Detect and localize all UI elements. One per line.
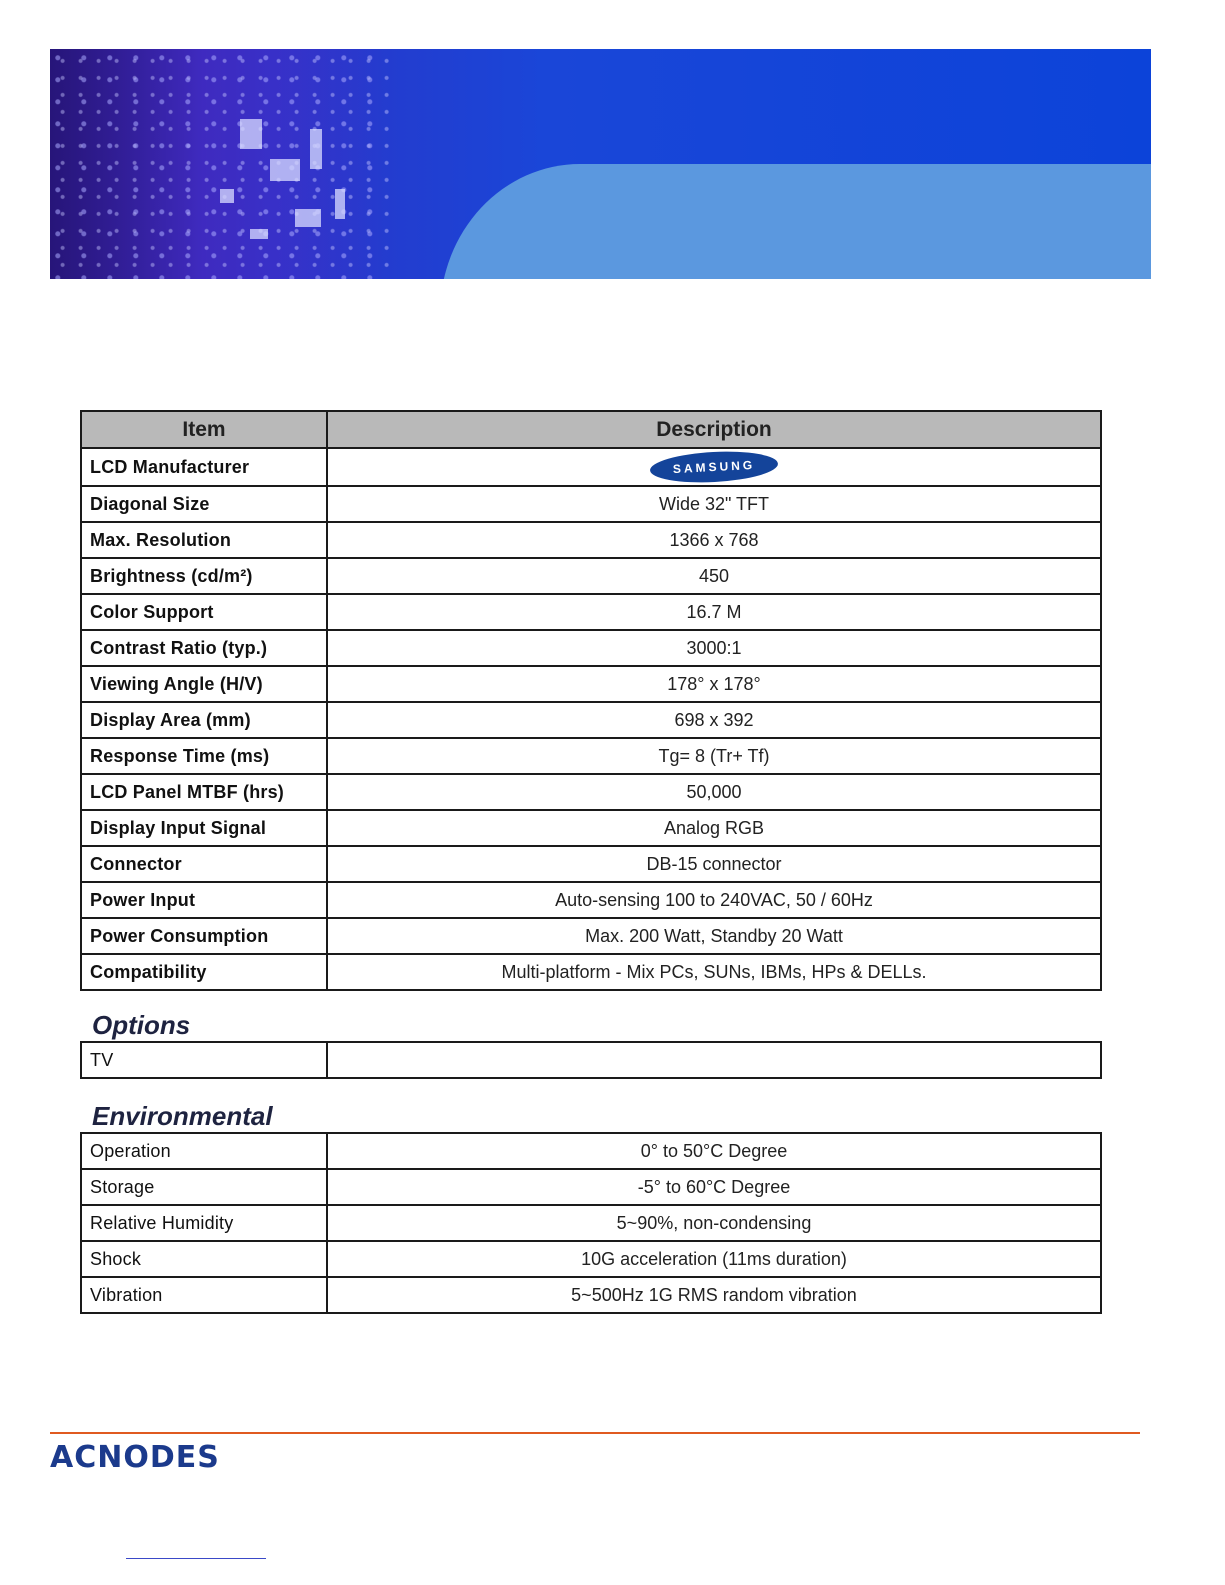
row-desc: 16.7 M — [327, 594, 1101, 630]
table-row — [81, 738, 1101, 774]
table-row — [81, 1133, 1101, 1169]
row-desc — [327, 448, 1101, 486]
table-row — [81, 1205, 1101, 1241]
table-row — [81, 918, 1101, 954]
samsung-logo: SAMSUNG — [649, 449, 778, 486]
acnodes-logo: ACNODES — [50, 1440, 220, 1475]
table-row — [81, 810, 1101, 846]
row-desc: 178° x 178° — [327, 666, 1101, 702]
row-item: Display Area (mm) — [81, 702, 327, 738]
row-item: Shock — [81, 1241, 327, 1277]
row-item: Response Time (ms) — [81, 738, 327, 774]
circuit-components — [200, 99, 380, 269]
table-row — [81, 594, 1101, 630]
row-item: TV — [81, 1042, 327, 1078]
row-desc: 1366 x 768 — [327, 522, 1101, 558]
table-row — [81, 448, 1101, 486]
table-row — [81, 882, 1101, 918]
table-row — [81, 522, 1101, 558]
options-table — [80, 1041, 1102, 1079]
table-row — [81, 558, 1101, 594]
environmental-title: Environmental — [92, 1101, 273, 1131]
row-item: Diagonal Size — [81, 486, 327, 522]
description-column-header: Description — [327, 411, 1101, 448]
options-title: Options — [92, 1010, 191, 1040]
row-item: Contrast Ratio (typ.) — [81, 630, 327, 666]
row-desc: 10G acceleration (11ms duration) — [327, 1241, 1101, 1277]
row-desc: Wide 32" TFT — [327, 486, 1101, 522]
row-item: Vibration — [81, 1277, 327, 1313]
table-row — [81, 666, 1101, 702]
table-row — [81, 486, 1101, 522]
table-row — [81, 1277, 1101, 1313]
row-item: Operation — [81, 1133, 327, 1169]
spec-table-header — [81, 411, 1101, 448]
row-desc: Tg= 8 (Tr+ Tf) — [327, 738, 1101, 774]
row-desc — [327, 1042, 1101, 1078]
row-desc: DB-15 connector — [327, 846, 1101, 882]
row-item: LCD Panel MTBF (hrs) — [81, 774, 327, 810]
row-desc: 5~500Hz 1G RMS random vibration — [327, 1277, 1101, 1313]
footer-link-underline[interactable] — [126, 1558, 266, 1559]
footer-divider — [50, 1432, 1140, 1434]
table-row — [81, 630, 1101, 666]
row-item: Relative Humidity — [81, 1205, 327, 1241]
row-item: Power Input — [81, 882, 327, 918]
row-item: Power Consumption — [81, 918, 327, 954]
row-desc: 50,000 — [327, 774, 1101, 810]
row-desc: 0° to 50°C Degree — [327, 1133, 1101, 1169]
row-item: Viewing Angle (H/V) — [81, 666, 327, 702]
table-row — [81, 1042, 1101, 1078]
row-desc: 698 x 392 — [327, 702, 1101, 738]
row-desc: Multi-platform - Mix PCs, SUNs, IBMs, HPs & DELLs. — [327, 954, 1101, 990]
spec-table — [80, 410, 1102, 991]
row-item: Color Support — [81, 594, 327, 630]
row-item: Max. Resolution — [81, 522, 327, 558]
row-desc: 5~90%, non-condensing — [327, 1205, 1101, 1241]
row-desc: Max. 200 Watt, Standby 20 Watt — [327, 918, 1101, 954]
banner-curve — [440, 164, 1151, 279]
row-item: LCD Manufacturer — [81, 448, 327, 486]
item-column-header: Item — [81, 411, 327, 448]
row-desc: 3000:1 — [327, 630, 1101, 666]
row-desc: 450 — [327, 558, 1101, 594]
row-item: Compatibility — [81, 954, 327, 990]
row-item: Display Input Signal — [81, 810, 327, 846]
table-row — [81, 702, 1101, 738]
row-item: Storage — [81, 1169, 327, 1205]
row-desc: Analog RGB — [327, 810, 1101, 846]
table-row — [81, 954, 1101, 990]
row-item: Connector — [81, 846, 327, 882]
header-banner — [50, 49, 1151, 279]
table-row — [81, 774, 1101, 810]
table-row — [81, 1241, 1101, 1277]
table-row — [81, 1169, 1101, 1205]
row-item: Brightness (cd/m²) — [81, 558, 327, 594]
row-desc: -5° to 60°C Degree — [327, 1169, 1101, 1205]
table-row — [81, 846, 1101, 882]
environmental-table — [80, 1132, 1102, 1314]
row-desc: Auto-sensing 100 to 240VAC, 50 / 60Hz — [327, 882, 1101, 918]
